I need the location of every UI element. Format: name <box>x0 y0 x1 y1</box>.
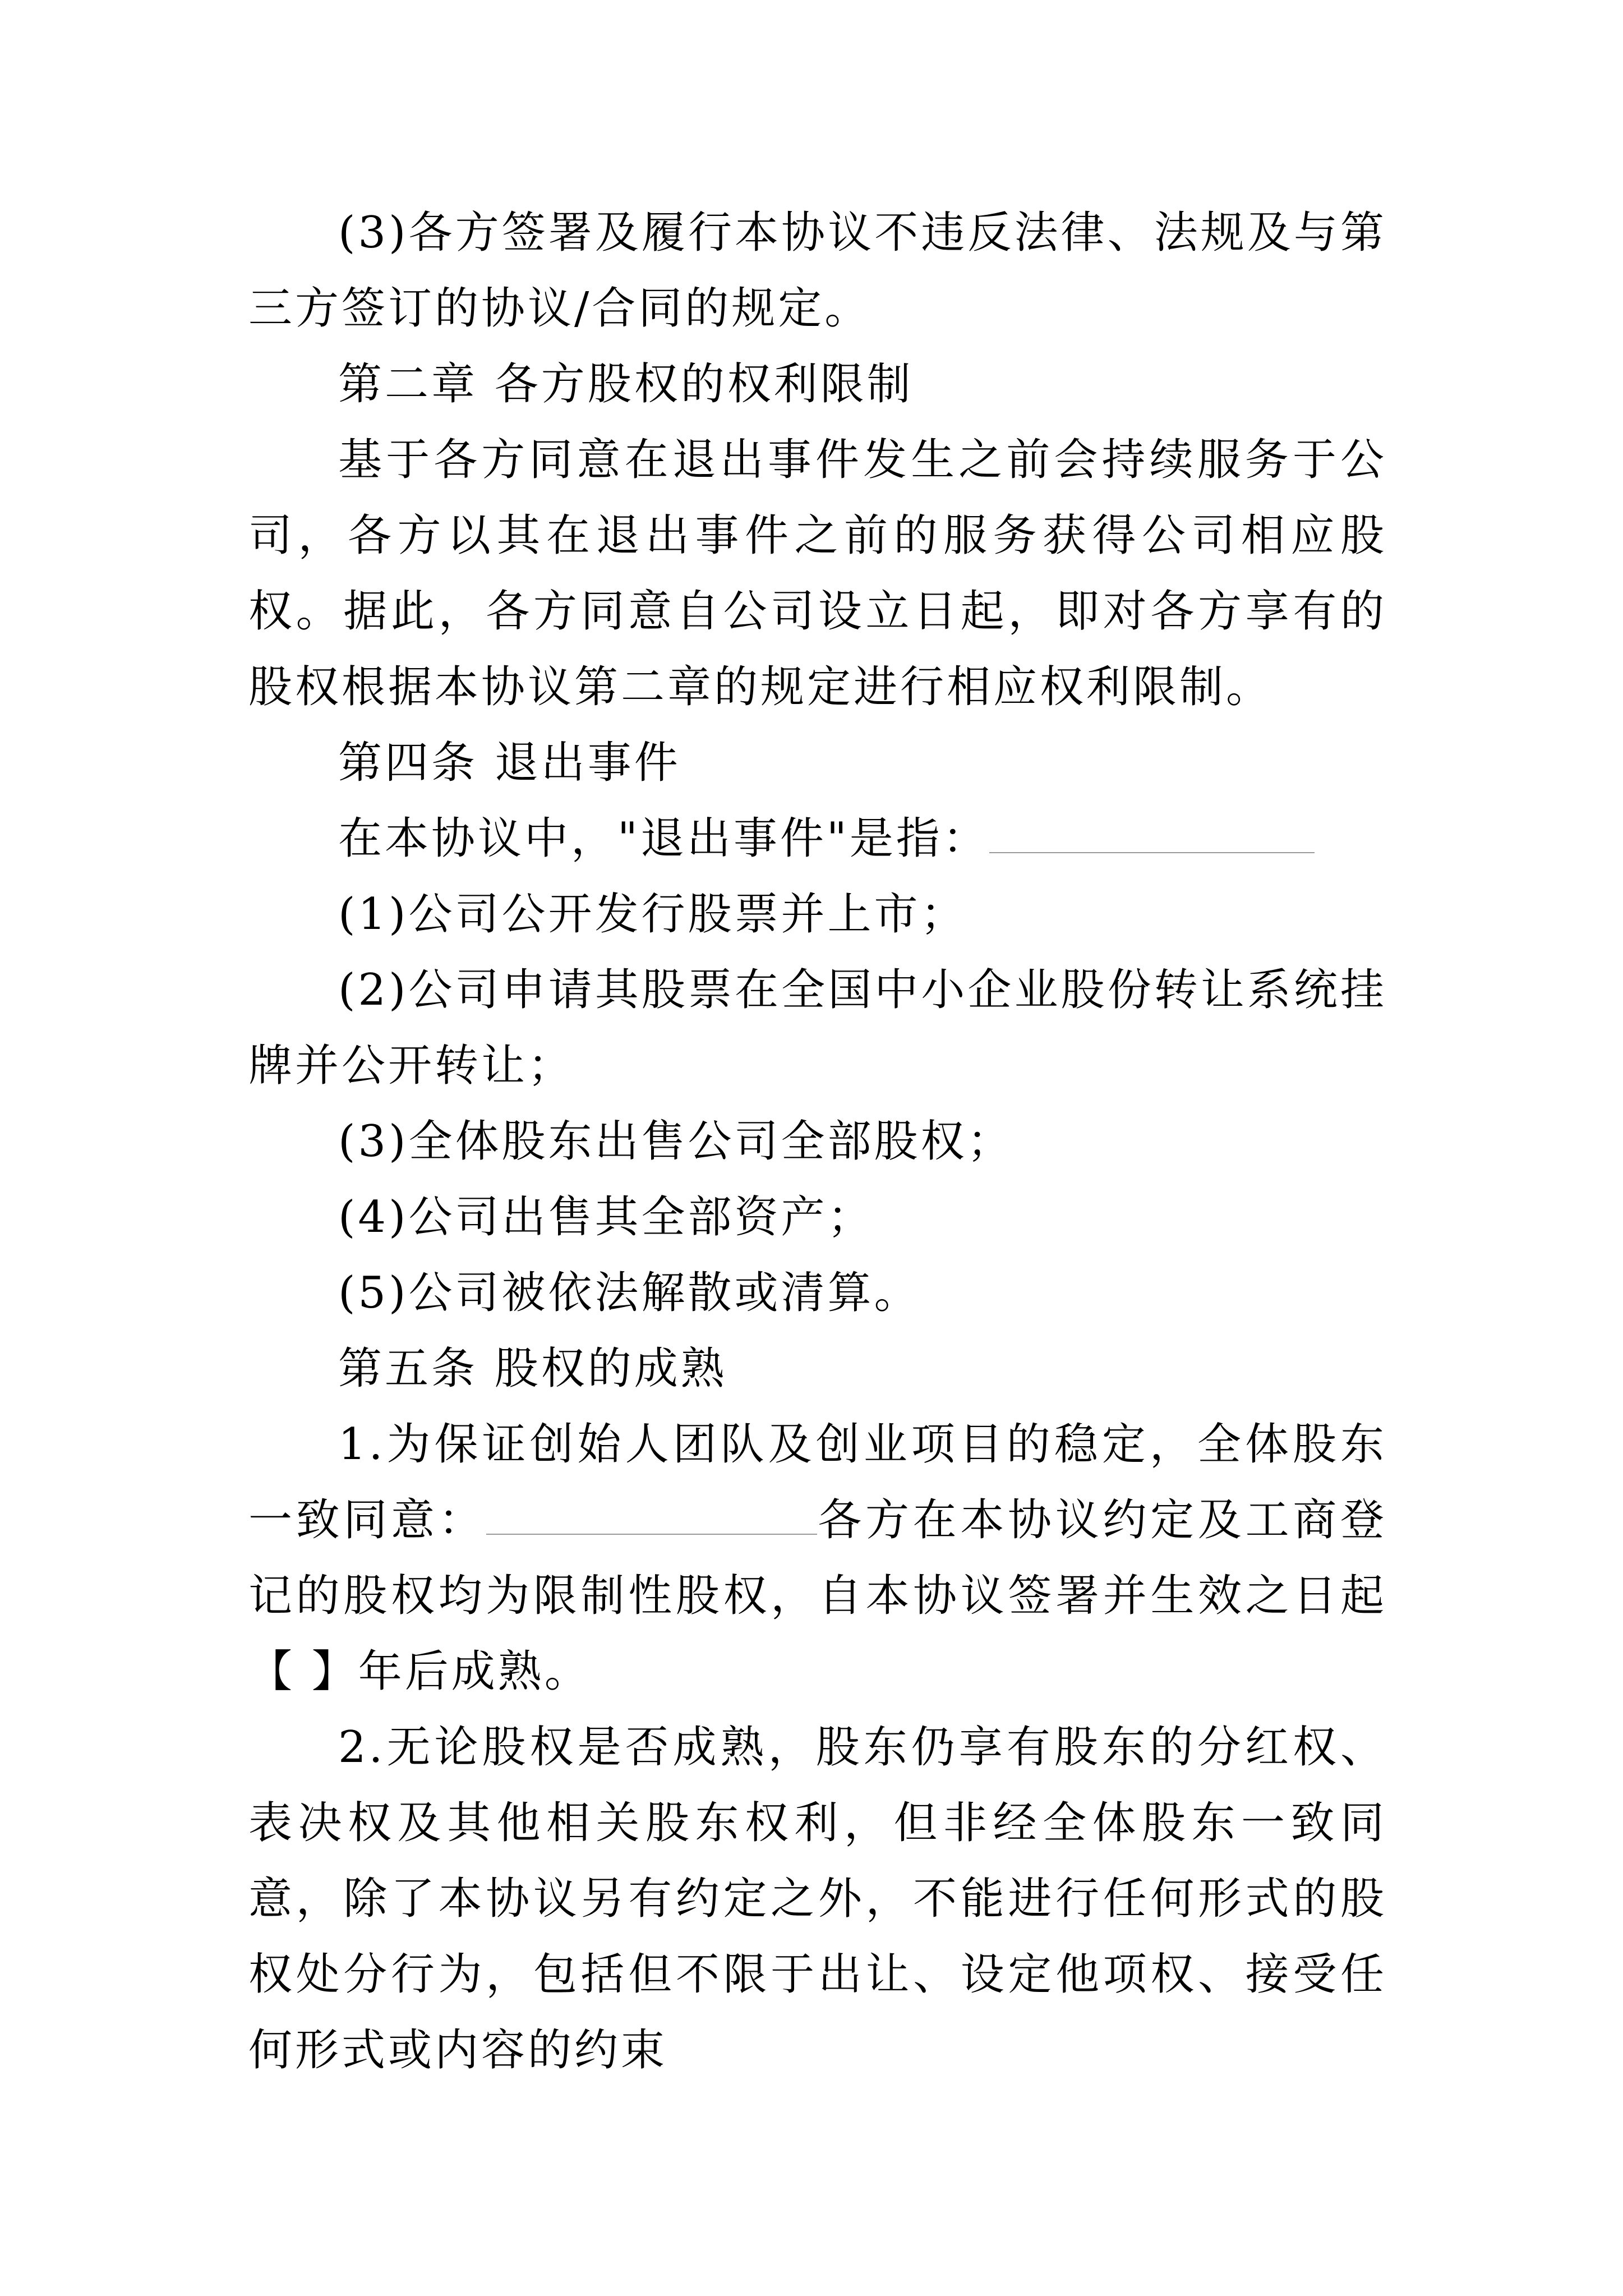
document-body <box>248 195 1387 2088</box>
article-5-heading: 第五条 股权的成熟 <box>338 1343 727 1394</box>
vesting-clause-2: 2.无论股权是否成熟，股东仍享有股东的分红权、表决权及其他相关股东权利，但非经全体股东一致同意，除了本协议另有约定之外，不能进行任何形式的股权处分行为，包括但不限于出让、设定他项权、接受任何形式或内容的约束 <box>248 1722 1387 2076</box>
exit-event-definition-text: 在本协议中，"退出事件"是指： <box>338 813 989 864</box>
exit-event-item-1: (1)公司公开发行股票并上市； <box>338 889 967 940</box>
exit-event-item-2: (2)公司申请其股票在全国中小企业股份转让系统挂牌并公开转让； <box>248 965 1387 1091</box>
paragraph-3-compliance: (3)各方签署及履行本协议不违反法律、法规及与第三方签订的协议/合同的规定。 <box>248 208 1387 334</box>
blank-underline-field <box>486 1489 817 1535</box>
exit-event-item-5: (5)公司被依法解散或清算。 <box>338 1268 921 1318</box>
chapter-2-heading: 第二章 各方股权的权利限制 <box>338 359 914 409</box>
vesting-clause-1-part-a: 1.为保证创始人团队及创业项目的稳定，全体股东一致同意： <box>248 1419 1387 1545</box>
exit-event-item-4: (4)公司出售其全部资产； <box>338 1192 874 1243</box>
exit-event-item-3: (3)全体股东出售公司全部股权； <box>338 1116 1014 1167</box>
blank-underline-field <box>989 807 1315 853</box>
exit-event-definition <box>248 801 1387 877</box>
vesting-clause-1 <box>248 1407 1387 1710</box>
paragraph-equity-restriction: 基于各方同意在退出事件发生之前会持续服务于公司，各方以其在退出事件之前的服务获得公司相应股权。据此，各方同意自公司设立日起，即对各方享有的股权根据本协议第二章的规定进行相应权利限制。 <box>248 435 1387 712</box>
vesting-clause-1-part-b: 各方在本协议约定及工商登记的股权均为限制性股权，自本协议签署并生效之日起【 】年后成熟。 <box>248 1495 1387 1697</box>
article-4-heading: 第四条 退出事件 <box>338 738 681 788</box>
